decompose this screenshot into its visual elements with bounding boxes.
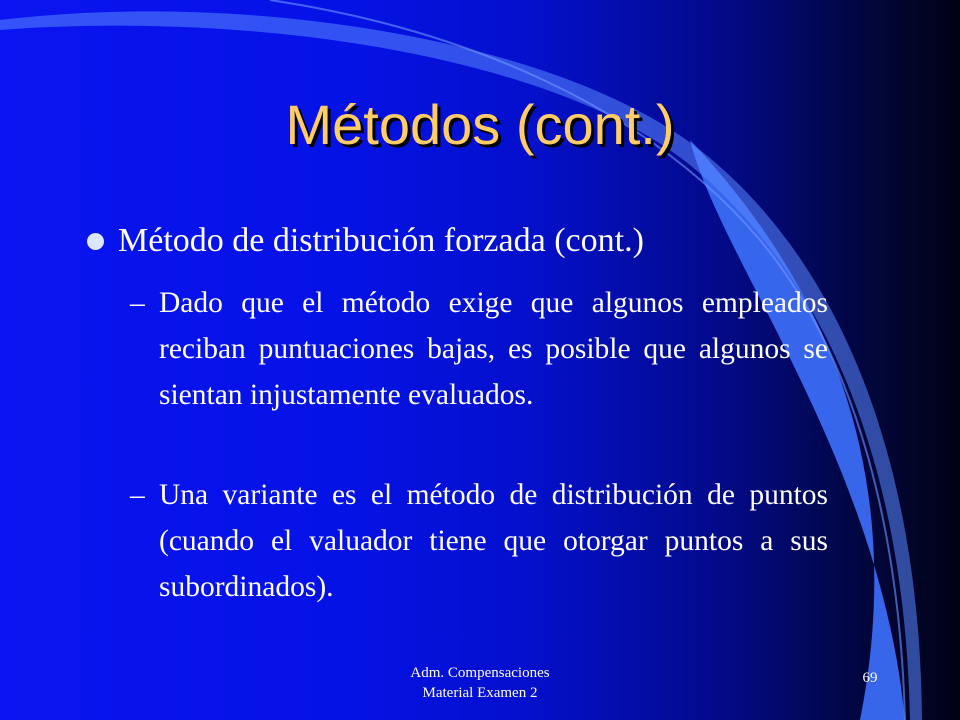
dash-marker: – bbox=[130, 287, 145, 319]
dash-marker: – bbox=[130, 479, 145, 511]
footer-line-material: Material Examen 2 bbox=[422, 685, 538, 701]
sub-item-text: Dado que el método exige que algunos empleados reciban puntuaciones bajas, es posible que algunos se sientan injustamente evaluados. bbox=[159, 287, 828, 411]
page-number: 69 bbox=[862, 670, 878, 686]
main-bullet bbox=[87, 222, 644, 260]
slide-footer bbox=[360, 663, 600, 703]
sub-item bbox=[130, 472, 828, 610]
footer-line-course: Adm. Compensaciones bbox=[410, 665, 550, 681]
slide-title: Métodos (cont.) bbox=[285, 93, 675, 156]
bullet-dot-icon bbox=[87, 233, 104, 250]
main-bullet-text: Método de distribución forzada (cont.) bbox=[118, 222, 644, 259]
sub-item bbox=[130, 280, 828, 418]
sub-item-text: Una variante es el método de distribución de puntos (cuando el valuador tiene que otorgar puntos a sus subordinados). bbox=[159, 479, 828, 603]
